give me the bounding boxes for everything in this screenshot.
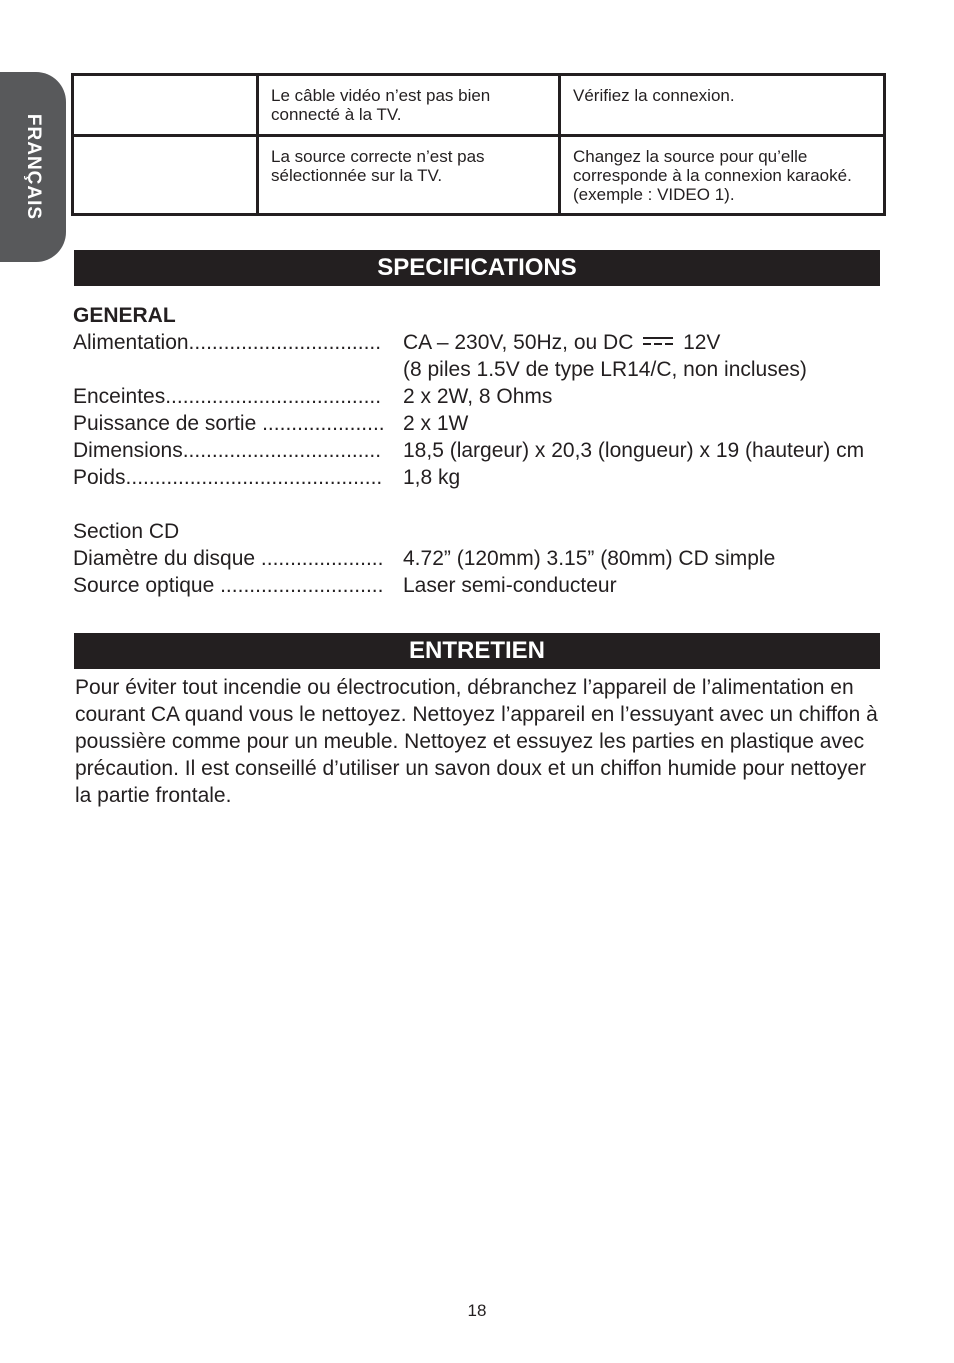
spec-value: (8 piles 1.5V de type LR14/C, non incluses) (403, 358, 807, 381)
spec-row-enceintes (73, 383, 943, 410)
spec-value: 4.72” (120mm) 3.15” (80mm) CD simple (403, 547, 776, 570)
solution-cell: Changez la source pour qu’elle corresponde à la connexion karaoké. (exemple : VIDEO 1). (560, 136, 885, 215)
spec-label: Poids............................................ (73, 466, 383, 489)
spec-label: Puissance de sortie ..................... (73, 412, 385, 435)
spec-value: 1,8 kg (403, 466, 461, 489)
spec-value: Laser semi-conducteur (403, 574, 617, 597)
spec-row-dimensions (73, 437, 943, 464)
spec-value-part: 12V (683, 331, 721, 354)
spec-row-batteries (73, 356, 943, 383)
specifications-list (73, 302, 943, 599)
problem-cell (73, 136, 258, 215)
general-heading: GENERAL (73, 304, 176, 327)
troubleshooting-table (71, 73, 886, 216)
spec-row-alimentation (73, 329, 943, 356)
problem-cell (73, 75, 258, 136)
page-number: 18 (467, 1301, 487, 1320)
language-tab-label: FRANÇAIS (23, 113, 44, 221)
spec-value-part: CA – 230V, 50Hz, ou DC (403, 331, 634, 354)
spec-value: 18,5 (largeur) x 20,3 (longueur) x 19 (hauteur) cm (403, 439, 865, 462)
spec-label: Source optique ............................ (73, 574, 384, 597)
specifications-heading: SPECIFICATIONS (74, 250, 880, 286)
cause-cell: Le câble vidéo n’est pas bien connecté à la TV. (258, 75, 560, 136)
spec-label: Enceintes..................................... (73, 385, 382, 408)
dc-current-icon (643, 336, 673, 346)
cause-cell: La source correcte n’est pas sélectionnée sur la TV. (258, 136, 560, 215)
spec-label: Diamètre du disque ..................... (73, 547, 384, 570)
spec-label: Alimentation................................. (73, 331, 382, 354)
entretien-paragraph: Pour éviter tout incendie ou électrocution, débranchez l’appareil de l’alimentation en courant CA quand vous le nettoyez. Nettoyez l’appareil en l’essuyant avec un chiffon à poussière comme pour un meuble. Nettoyez et essuyez les parties en plastique avec précaution. Il est conseillé d’utiliser un savon doux et un chiffon humide pour nettoyer la partie frontale. (75, 676, 878, 807)
cd-section-heading: Section CD (73, 520, 180, 543)
solution-cell: Vérifiez la connexion. (560, 75, 885, 136)
spec-row-diametre (73, 545, 943, 572)
language-tab (0, 72, 66, 262)
spec-label (73, 356, 403, 383)
spec-row-source-optique (73, 572, 943, 599)
table-row (73, 136, 885, 215)
spec-row-puissance (73, 410, 943, 437)
spec-row-poids (73, 464, 943, 491)
spec-value: 2 x 2W, 8 Ohms (403, 385, 553, 408)
entretien-heading: ENTRETIEN (74, 633, 880, 669)
table-row (73, 75, 885, 136)
spec-value: 2 x 1W (403, 412, 469, 435)
spec-value (403, 329, 720, 356)
spacer (73, 491, 943, 518)
spec-label: Dimensions.................................. (73, 439, 382, 462)
